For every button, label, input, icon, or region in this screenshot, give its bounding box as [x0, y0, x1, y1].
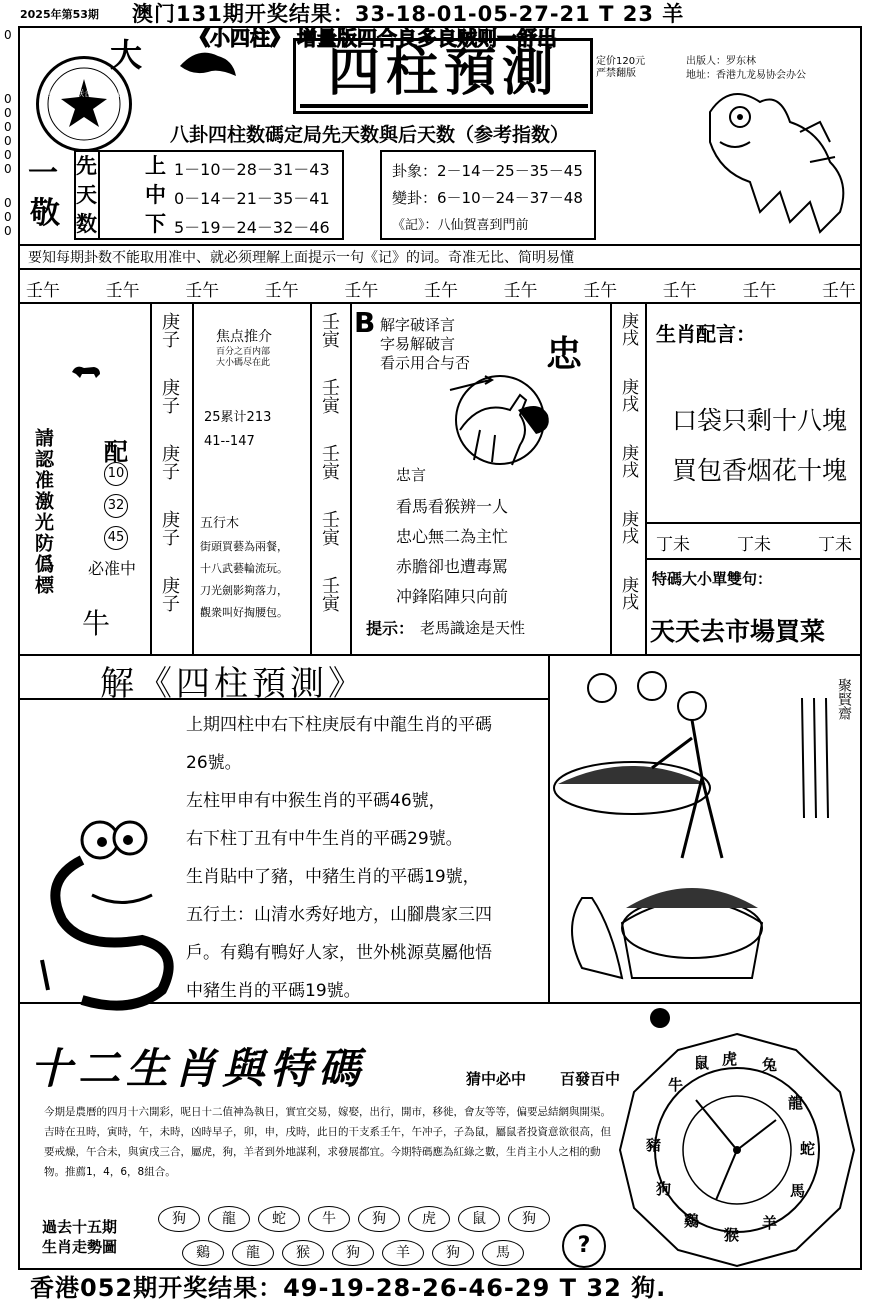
- side-char: 敬: [30, 196, 60, 231]
- trend-title2: 生肖走勢圖: [42, 1238, 118, 1256]
- wheel-animal: 狗: [656, 1180, 672, 1198]
- trend-cell: 龍: [232, 1240, 274, 1266]
- zhongyan-title: 忠言: [396, 466, 427, 484]
- trend-cell: 鷄: [182, 1240, 224, 1266]
- wheel-animal: 龍: [788, 1094, 804, 1112]
- zhongyan-line: 忠心無二為主忙: [396, 527, 509, 546]
- poem-line: 十八武藝輪流玩。: [200, 562, 288, 575]
- pillar-label: 上: [145, 154, 166, 178]
- riddle-lines: [380, 316, 470, 373]
- page-title: 四柱預測: [327, 43, 560, 103]
- tiger-icon: [70, 362, 102, 384]
- pei-number: 45: [104, 526, 128, 550]
- ganzhi-vertical: 庚戌: [618, 444, 638, 478]
- trend-cell: 猴: [282, 1240, 324, 1266]
- zhongyan-line: 冲鋒陷陣只向前: [396, 587, 509, 606]
- ganzhi-cell: 壬午: [583, 281, 618, 301]
- poem4: [200, 536, 288, 624]
- ganzhi-vertical: 壬寅: [319, 576, 340, 612]
- gua-row: 卦象：2－14－25－35－45: [392, 162, 583, 180]
- ganzhi-vertical: 庚子: [159, 510, 180, 546]
- bird-icon: [178, 46, 238, 90]
- pillar-value: 1－10－28－31－43: [174, 160, 330, 179]
- letter-b: B: [354, 306, 376, 339]
- margin-digit: 0: [4, 196, 12, 210]
- wheel-animal: 兔: [762, 1056, 778, 1074]
- ganzhi-vertical: 庚戌: [618, 576, 638, 610]
- note: 要知每期卦数不能取用准中、就必须理解上面提示一句《记》的词。奇准无比、简明易懂: [28, 250, 574, 266]
- pei-number: 32: [104, 494, 128, 518]
- dingwei-cell: 丁未: [818, 535, 852, 555]
- big-title: 十二生肖與特碼: [30, 1044, 367, 1093]
- seal-stamp: [36, 56, 132, 152]
- col1-zodiac: 牛: [82, 607, 111, 640]
- market-illustration: [552, 658, 860, 1004]
- col2-ganzhi: [156, 312, 190, 642]
- margin-digit: 0: [4, 148, 12, 162]
- lion-dance-illustration: [680, 72, 860, 248]
- laser-label: 請認准激光防僞標: [32, 428, 54, 596]
- wuxing: 五行木: [200, 516, 240, 531]
- ganzhi-cell: 壬午: [423, 281, 458, 301]
- dingwei-cell: 丁未: [737, 535, 771, 555]
- pillar-label: 中: [145, 183, 166, 207]
- solve-line: 戶。有鷄有鴨好人家，世外桃源莫屬他悟: [186, 943, 492, 963]
- trend-cell: 虎: [408, 1206, 450, 1232]
- hint-label: 提示：: [366, 619, 415, 638]
- ganzhi-vertical: 壬寅: [319, 378, 340, 414]
- margin-digit: 0: [4, 134, 12, 148]
- riddle-line: 看示用合与否: [380, 354, 471, 372]
- trend-cell: 羊: [382, 1240, 424, 1266]
- sub-banner: 《小四柱》 增量版四合良多良贼则一舒出: [190, 26, 557, 50]
- pillar-label-left: [76, 152, 97, 239]
- ganzhi-cell: 壬午: [185, 281, 220, 301]
- solve-line: 生肖貼中了豬，中豬生肖的平碼19號，: [186, 867, 480, 887]
- ganzhi-vertical: 壬寅: [319, 510, 340, 546]
- seal-text: 香港信誉联合开奖中心: [44, 89, 124, 98]
- trend-title1: 過去十五期: [42, 1218, 118, 1236]
- ganzhi-vertical: 壬寅: [319, 312, 340, 348]
- no-copy: 严禁翻版: [596, 68, 636, 79]
- solve-title: 解《四柱預測》: [100, 664, 366, 704]
- trend-cell: 狗: [508, 1206, 550, 1232]
- pillar-label: 数: [76, 212, 97, 236]
- riddle-line: 解字破译言: [380, 316, 456, 334]
- solve-line: 26號。: [186, 753, 242, 773]
- solve-line: 左柱甲申有中猴生肖的平碼46號，: [186, 791, 446, 811]
- side-char: 大: [110, 36, 143, 74]
- ganzhi-vertical: 庚戌: [618, 312, 638, 346]
- trend-cell: 狗: [158, 1206, 200, 1232]
- zodiac-verse-lines: [672, 396, 847, 496]
- margin-digit: 0: [4, 120, 12, 134]
- wheel-animal: 蛇: [800, 1140, 816, 1158]
- zodiac-verse-line: 口袋只剩十八塊: [672, 406, 848, 435]
- ganzhi-vertical: 庚戌: [618, 510, 638, 544]
- zhong-char: 忠: [546, 334, 583, 375]
- margin-digit: 0: [4, 106, 12, 120]
- gua-row: 變卦：6－10－24－37－48: [392, 189, 583, 207]
- zodiac-wheel: [616, 1030, 858, 1270]
- trend-cell: 牛: [308, 1206, 350, 1232]
- wheel-animal: 虎: [722, 1050, 738, 1068]
- ganzhi-cell: 壬午: [344, 281, 379, 301]
- ganzhi-vertical: 壬寅: [319, 444, 340, 480]
- dingwei-cell: 丁未: [656, 535, 690, 555]
- pillar-value: 0－14－21－35－41: [174, 189, 330, 208]
- special-title: 特碼大小單雙句：: [652, 570, 773, 588]
- trend-cell: 馬: [482, 1240, 524, 1266]
- margin-digits: [4, 28, 14, 238]
- ganzhi-cell: 壬午: [821, 281, 856, 301]
- subtitle: 八卦四柱数碼定局先天数與后天数（参考指数）: [170, 124, 570, 146]
- question-mark: ?: [562, 1224, 606, 1268]
- publisher: 出版人：罗东林: [686, 56, 756, 67]
- bottom-banner: 香港052期开奖结果：49-19-28-26-46-29 T 32 狗.: [30, 1274, 667, 1302]
- margin-digit: 0: [4, 224, 12, 238]
- range-line: 41--147: [204, 434, 255, 449]
- pillar-label: 先: [76, 154, 97, 178]
- solve-line: 中豬生肖的平碼19號。: [186, 981, 361, 1001]
- special-text: 天天去市場買菜: [650, 617, 826, 646]
- paragraph: 今期是農曆的四月十六開彩，呢日十二值神為執日，實宜交易，嫁娶，出行，開市，移徙，會友等等，偏要忌結網與開渠。吉時在丑時，寅時，午，未時，凶時早子，卯，申，戌時，此日的干支系壬午，午冲子，子為鼠，屬鼠者投資意欲很高，但要戒燥，午合未，與寅戌三合，屬虎，狗，羊者到外地謀利，求發展都宜。今期特碼應為紅綠之數，生肖主小人之相的動物。推薦1，4，6，8組合。: [44, 1106, 611, 1178]
- pillar-value: 5－19－24－32－46: [174, 218, 330, 237]
- dot-icon: [650, 1008, 670, 1028]
- ganzhi-cell: 壬午: [742, 281, 777, 301]
- ganzhi-cell: 壬午: [264, 281, 299, 301]
- top-banner: 澳门131期开奖结果：33-18-01-05-27-21 T 23 羊: [132, 2, 685, 26]
- poem-line: 觀衆叫好掏腰包。: [200, 606, 288, 619]
- wheel-animal: 羊: [762, 1214, 778, 1232]
- wheel-animal: 鷄: [684, 1212, 700, 1230]
- wheel-animal: 猴: [724, 1226, 740, 1244]
- focus-sub1: 百分之百内部: [216, 347, 271, 357]
- solve-line: 上期四柱中右下柱庚辰有中龍生肖的平碼: [186, 715, 492, 735]
- riddle-line: 字易解破言: [380, 335, 456, 353]
- margin-digit: 0: [4, 162, 12, 176]
- wheel-animal: 牛: [668, 1076, 684, 1094]
- pei-number: 10: [104, 462, 128, 486]
- price: 定价120元: [596, 56, 646, 67]
- trend-cell: 鼠: [458, 1206, 500, 1232]
- focus-sub2: 大小碼尽在此: [216, 358, 271, 368]
- trend-cell: 狗: [358, 1206, 400, 1232]
- ganzhi-vertical: 庚子: [159, 312, 180, 348]
- side-char: 一: [28, 156, 58, 191]
- col6-ganzhi: [616, 312, 646, 642]
- focus-title: 焦点推介: [216, 329, 272, 345]
- poem-line: 街頭買藝為兩餐，: [200, 540, 288, 553]
- ganzhi-cell: 壬午: [105, 281, 140, 301]
- address: 地址：香港九龙易协会办公: [686, 70, 806, 81]
- pillar-label-right: [145, 152, 166, 239]
- ganzhi-cell: 壬午: [503, 281, 538, 301]
- wheel-animal: 馬: [790, 1182, 806, 1200]
- solve-line: 右下柱丁丑有中牛生肖的平碼29號。: [186, 829, 463, 849]
- solve-lines: [186, 706, 492, 1010]
- ganzhi-cell: 壬午: [662, 281, 697, 301]
- ganzhi-vertical: 庚戌: [618, 378, 638, 412]
- pei-numbers: [104, 462, 134, 550]
- trend-cell: 狗: [332, 1240, 374, 1266]
- mascot-illustration: [22, 800, 202, 1024]
- market-sign: 聚賢齋: [836, 678, 852, 720]
- must-hit: 必准中: [88, 559, 137, 578]
- pillar-values: [174, 155, 330, 242]
- margin-digit: 0: [4, 92, 12, 106]
- wheel-animal: 豬: [646, 1136, 662, 1154]
- solve-line: 五行土：山清水秀好地方，山腳農家三四: [186, 905, 492, 925]
- zhongyan-lines: [396, 492, 508, 612]
- trend-row2: [182, 1240, 582, 1270]
- pillar-label: 天: [76, 183, 97, 207]
- poem-line: 刀光劍影夠落力，: [200, 584, 288, 597]
- dingwei-row: [656, 530, 852, 555]
- trend-cell: 龍: [208, 1206, 250, 1232]
- margin-digit: 0: [4, 28, 12, 42]
- trend-cell: 狗: [432, 1240, 474, 1266]
- margin-digit: 0: [4, 210, 12, 224]
- zodiac-verse-title: 生肖配言：: [656, 322, 756, 346]
- wheel-animal: 鼠: [694, 1054, 710, 1072]
- zhongyan-line: 看馬看猴辨一人: [396, 497, 509, 516]
- ganzhi-vertical: 庚子: [159, 444, 180, 480]
- issue-label: 2025年第53期: [20, 8, 99, 21]
- pei-label: 配: [104, 438, 128, 466]
- zodiac-verse-line: 買包香烟花十塊: [672, 456, 848, 485]
- pillar-label: 下: [145, 212, 166, 236]
- ganzhi-vertical: 庚子: [159, 378, 180, 414]
- ganzhi-row: [26, 276, 856, 301]
- slogan2: 百發百中: [560, 1070, 621, 1088]
- col4-ganzhi: [316, 312, 350, 642]
- zhongyan-line: 赤膽卻也遭毒罵: [396, 557, 509, 576]
- trend-row1: [158, 1206, 558, 1236]
- title-underline: [300, 104, 588, 108]
- slogan1: 猜中必中: [466, 1070, 527, 1088]
- ganzhi-cell: 壬午: [26, 281, 60, 301]
- sum-line: 25累计213: [204, 410, 272, 425]
- hint-text: 老馬識途是天性: [420, 619, 526, 637]
- horse-illustration: [440, 370, 560, 474]
- trend-cell: 蛇: [258, 1206, 300, 1232]
- ganzhi-vertical: 庚子: [159, 576, 180, 612]
- gua-row: 《記》：八仙賀喜到門前: [392, 218, 529, 233]
- gua-rows: [392, 158, 583, 239]
